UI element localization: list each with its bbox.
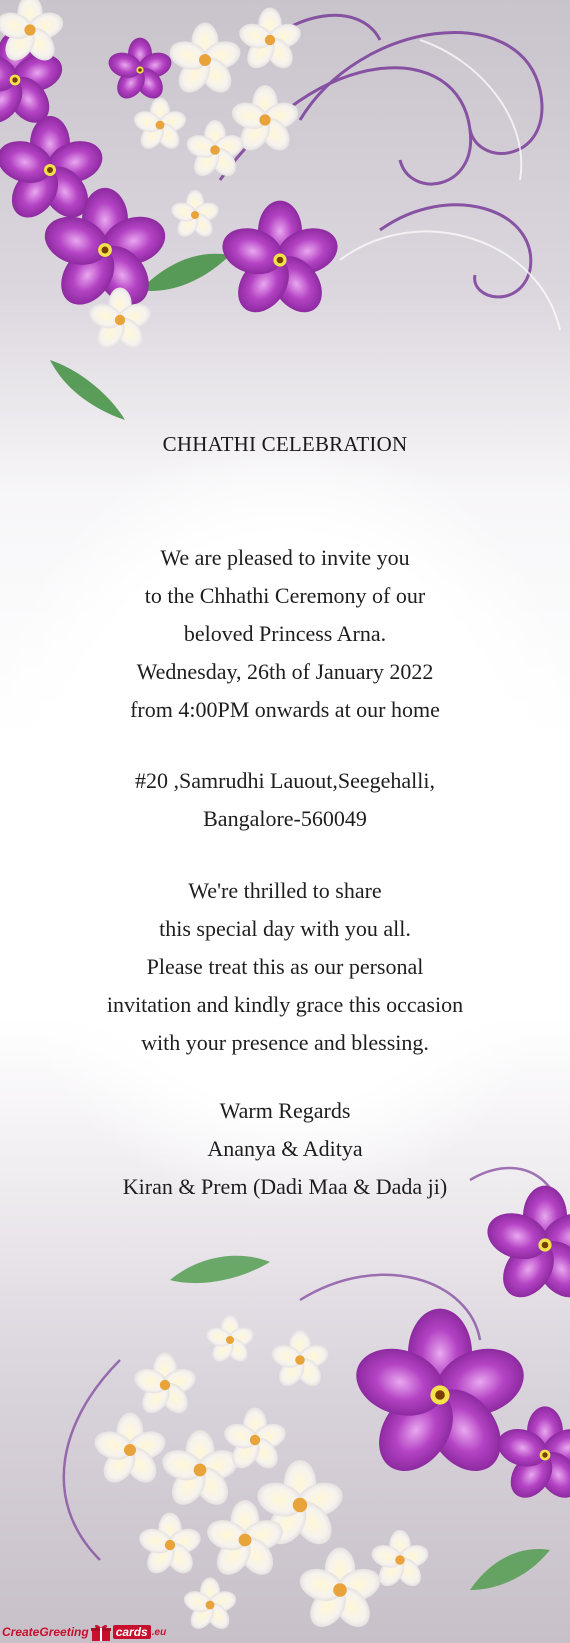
closing-text [0, 1092, 570, 1206]
closing-line: Warm Regards [219, 1098, 351, 1123]
invitation-line: beloved Princess Arna. [183, 621, 387, 646]
invitation-time-line: from 4:00PM onwards at our home [130, 697, 440, 722]
invitation-line: We are pleased to invite you [160, 545, 410, 570]
watermark-part-3: .eu [151, 1626, 167, 1638]
watermark-part-1: CreateGreeting [2, 1625, 89, 1639]
watermark-logo[interactable] [2, 1622, 166, 1642]
watermark-part-2: cards [113, 1625, 151, 1639]
invitation-line: to the Chhathi Ceremony of our [144, 583, 426, 608]
address-text [0, 762, 570, 838]
top-swirls-light [340, 40, 560, 330]
message-line: this special day with you all. [159, 916, 411, 941]
invitation-date-line: Wednesday, 26th of January 2022 [136, 659, 434, 684]
closing-line: Ananya & Aditya [207, 1136, 363, 1161]
card-title: CHHATHI CELEBRATION [162, 432, 408, 456]
address-line: #20 ,Samrudhi Lauout,Seegehalli, [135, 768, 435, 793]
message-text [0, 872, 570, 1062]
invitation-text [0, 539, 570, 729]
address-line: Bangalore-560049 [203, 806, 367, 831]
message-line: invitation and kindly grace this occasion [106, 992, 464, 1017]
message-line: Please treat this as our personal [146, 954, 424, 979]
message-line: We're thrilled to share [188, 878, 382, 903]
closing-line: Kiran & Prem (Dadi Maa & Dada ji) [122, 1174, 448, 1199]
gift-icon [90, 1623, 112, 1641]
message-line: with your presence and blessing. [141, 1030, 429, 1055]
